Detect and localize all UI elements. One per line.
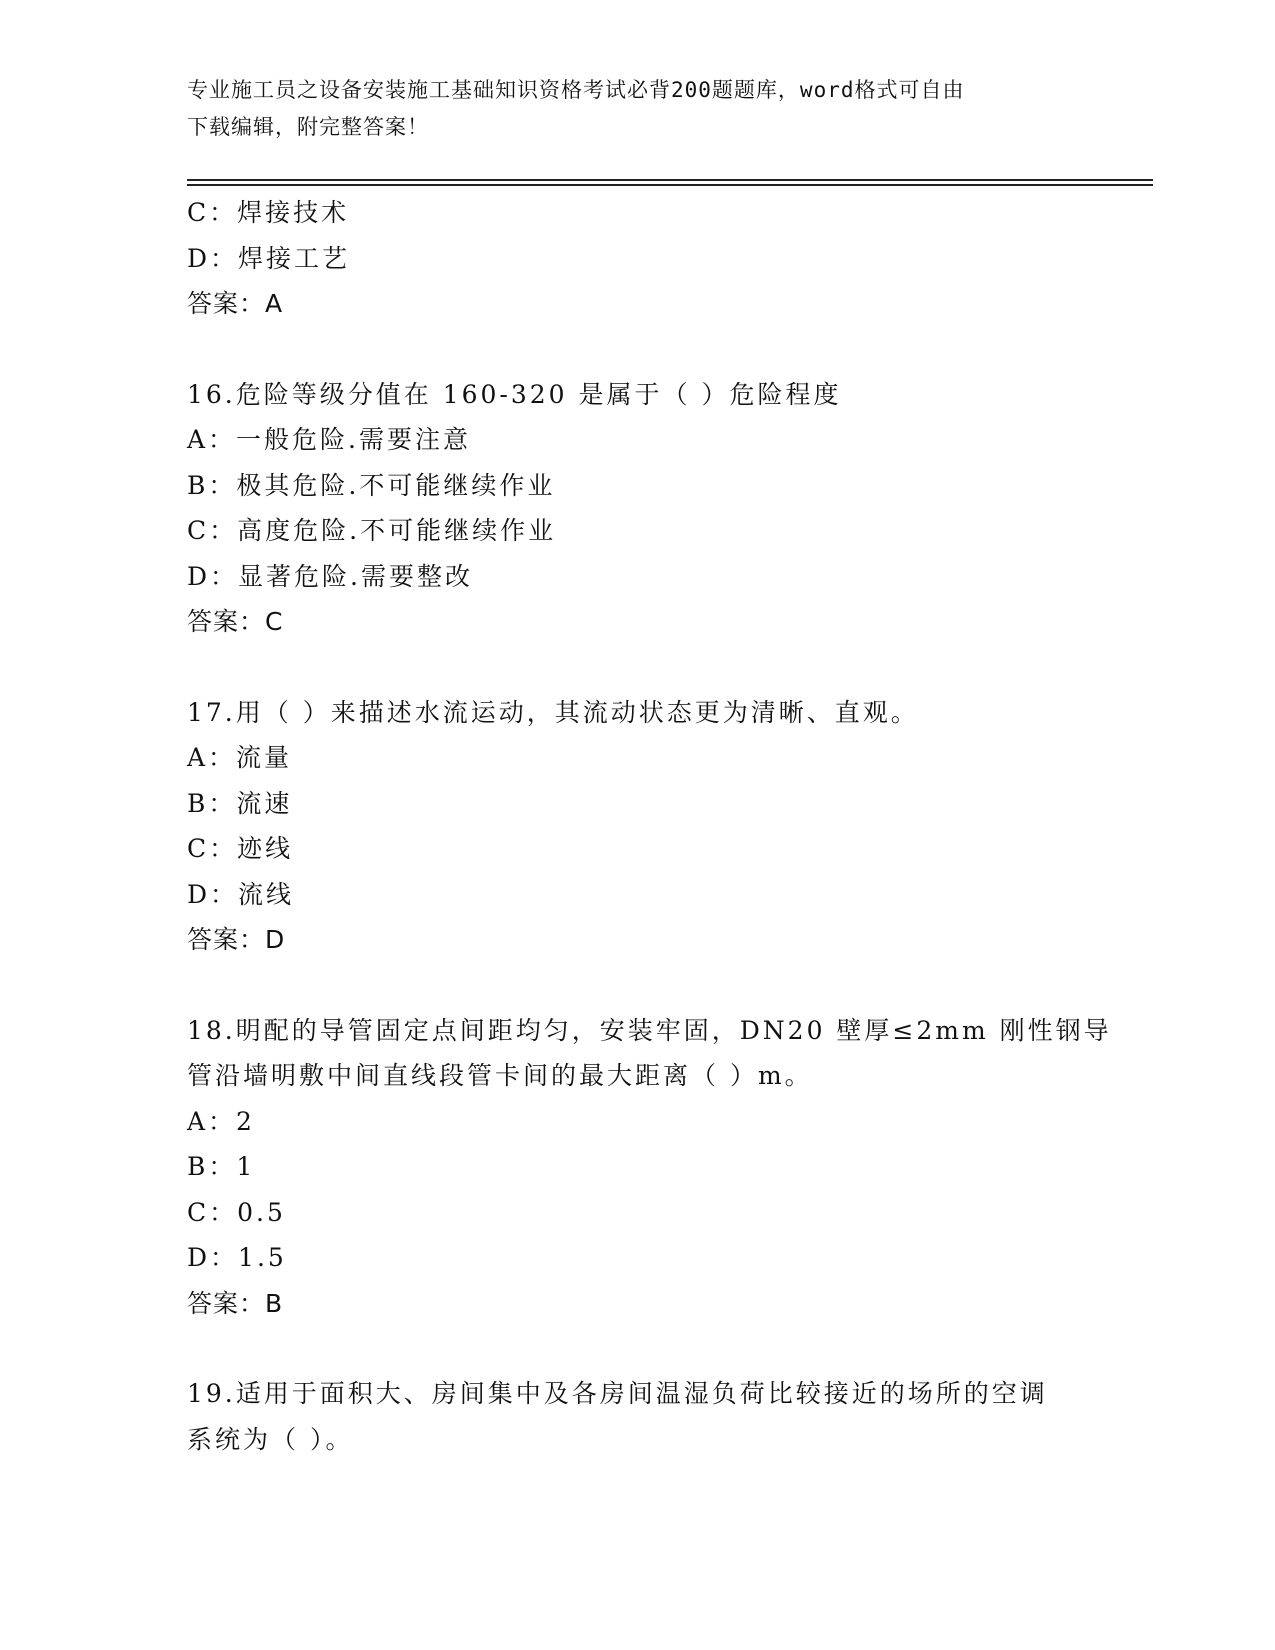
question-18 xyxy=(187,1008,1112,1327)
option-c: C：焊接技术 xyxy=(187,198,350,227)
header-line-1: 专业施工员之设备安装施工基础知识资格考试必背200题题库，word格式可自由 xyxy=(187,78,965,102)
header-divider-bottom xyxy=(187,184,1153,186)
option-a: A：一般危险.需要注意 xyxy=(187,425,472,454)
question-list xyxy=(187,190,1112,1462)
question-stem-line-2: 管沿墙明敷中间直线段管卡间的最大距离（ ）m。 xyxy=(187,1061,813,1090)
answer-line: 答案：C xyxy=(187,607,284,636)
question-19 xyxy=(187,1371,1107,1462)
option-d: D：1.5 xyxy=(187,1243,287,1272)
option-d: D：流线 xyxy=(187,879,295,909)
question-16 xyxy=(187,372,1107,645)
option-c: C：高度危险.不可能继续作业 xyxy=(187,516,557,545)
question-stem-line-2: 系统为（ ）。 xyxy=(187,1424,354,1454)
spacer xyxy=(187,1326,1107,1371)
header-line-2: 下载编辑，附完整答案！ xyxy=(187,115,429,139)
answer-line: 答案：B xyxy=(187,1288,284,1318)
option-a: A：2 xyxy=(187,1106,255,1136)
spacer xyxy=(187,645,1107,690)
option-a: A：流量 xyxy=(187,743,293,772)
question-stem-line-1: 18.明配的导管固定点间距均匀，安装牢固，DN20 壁厚≤2mm 刚性钢导 xyxy=(187,1015,1112,1045)
question-stem: 16.危险等级分值在 160-320 是属于（ ）危险程度 xyxy=(187,379,842,409)
question-17 xyxy=(187,690,1107,963)
question-stem: 17.用（ ）来描述水流运动，其流动状态更为清晰、直观。 xyxy=(187,697,919,727)
answer-line: 答案：D xyxy=(187,925,286,954)
option-b: B：流速 xyxy=(187,788,293,818)
option-d: D：显著危险.需要整改 xyxy=(187,561,473,591)
spacer xyxy=(187,963,1107,1008)
header-divider-top xyxy=(187,179,1153,181)
option-d: D：焊接工艺 xyxy=(187,243,351,273)
option-c: C：0.5 xyxy=(187,1197,286,1227)
question-stem-line-1: 19.适用于面积大、房间集中及各房间温湿负荷比较接近的场所的空调 xyxy=(187,1379,1048,1408)
option-b: B：1 xyxy=(187,1152,256,1181)
option-b: B：极其危险.不可能继续作业 xyxy=(187,470,556,500)
spacer xyxy=(187,327,1107,372)
document-header xyxy=(187,72,1077,146)
question-15-continued xyxy=(187,190,1107,327)
answer-line: 答案：A xyxy=(187,289,284,318)
option-c: C：迹线 xyxy=(187,834,294,863)
